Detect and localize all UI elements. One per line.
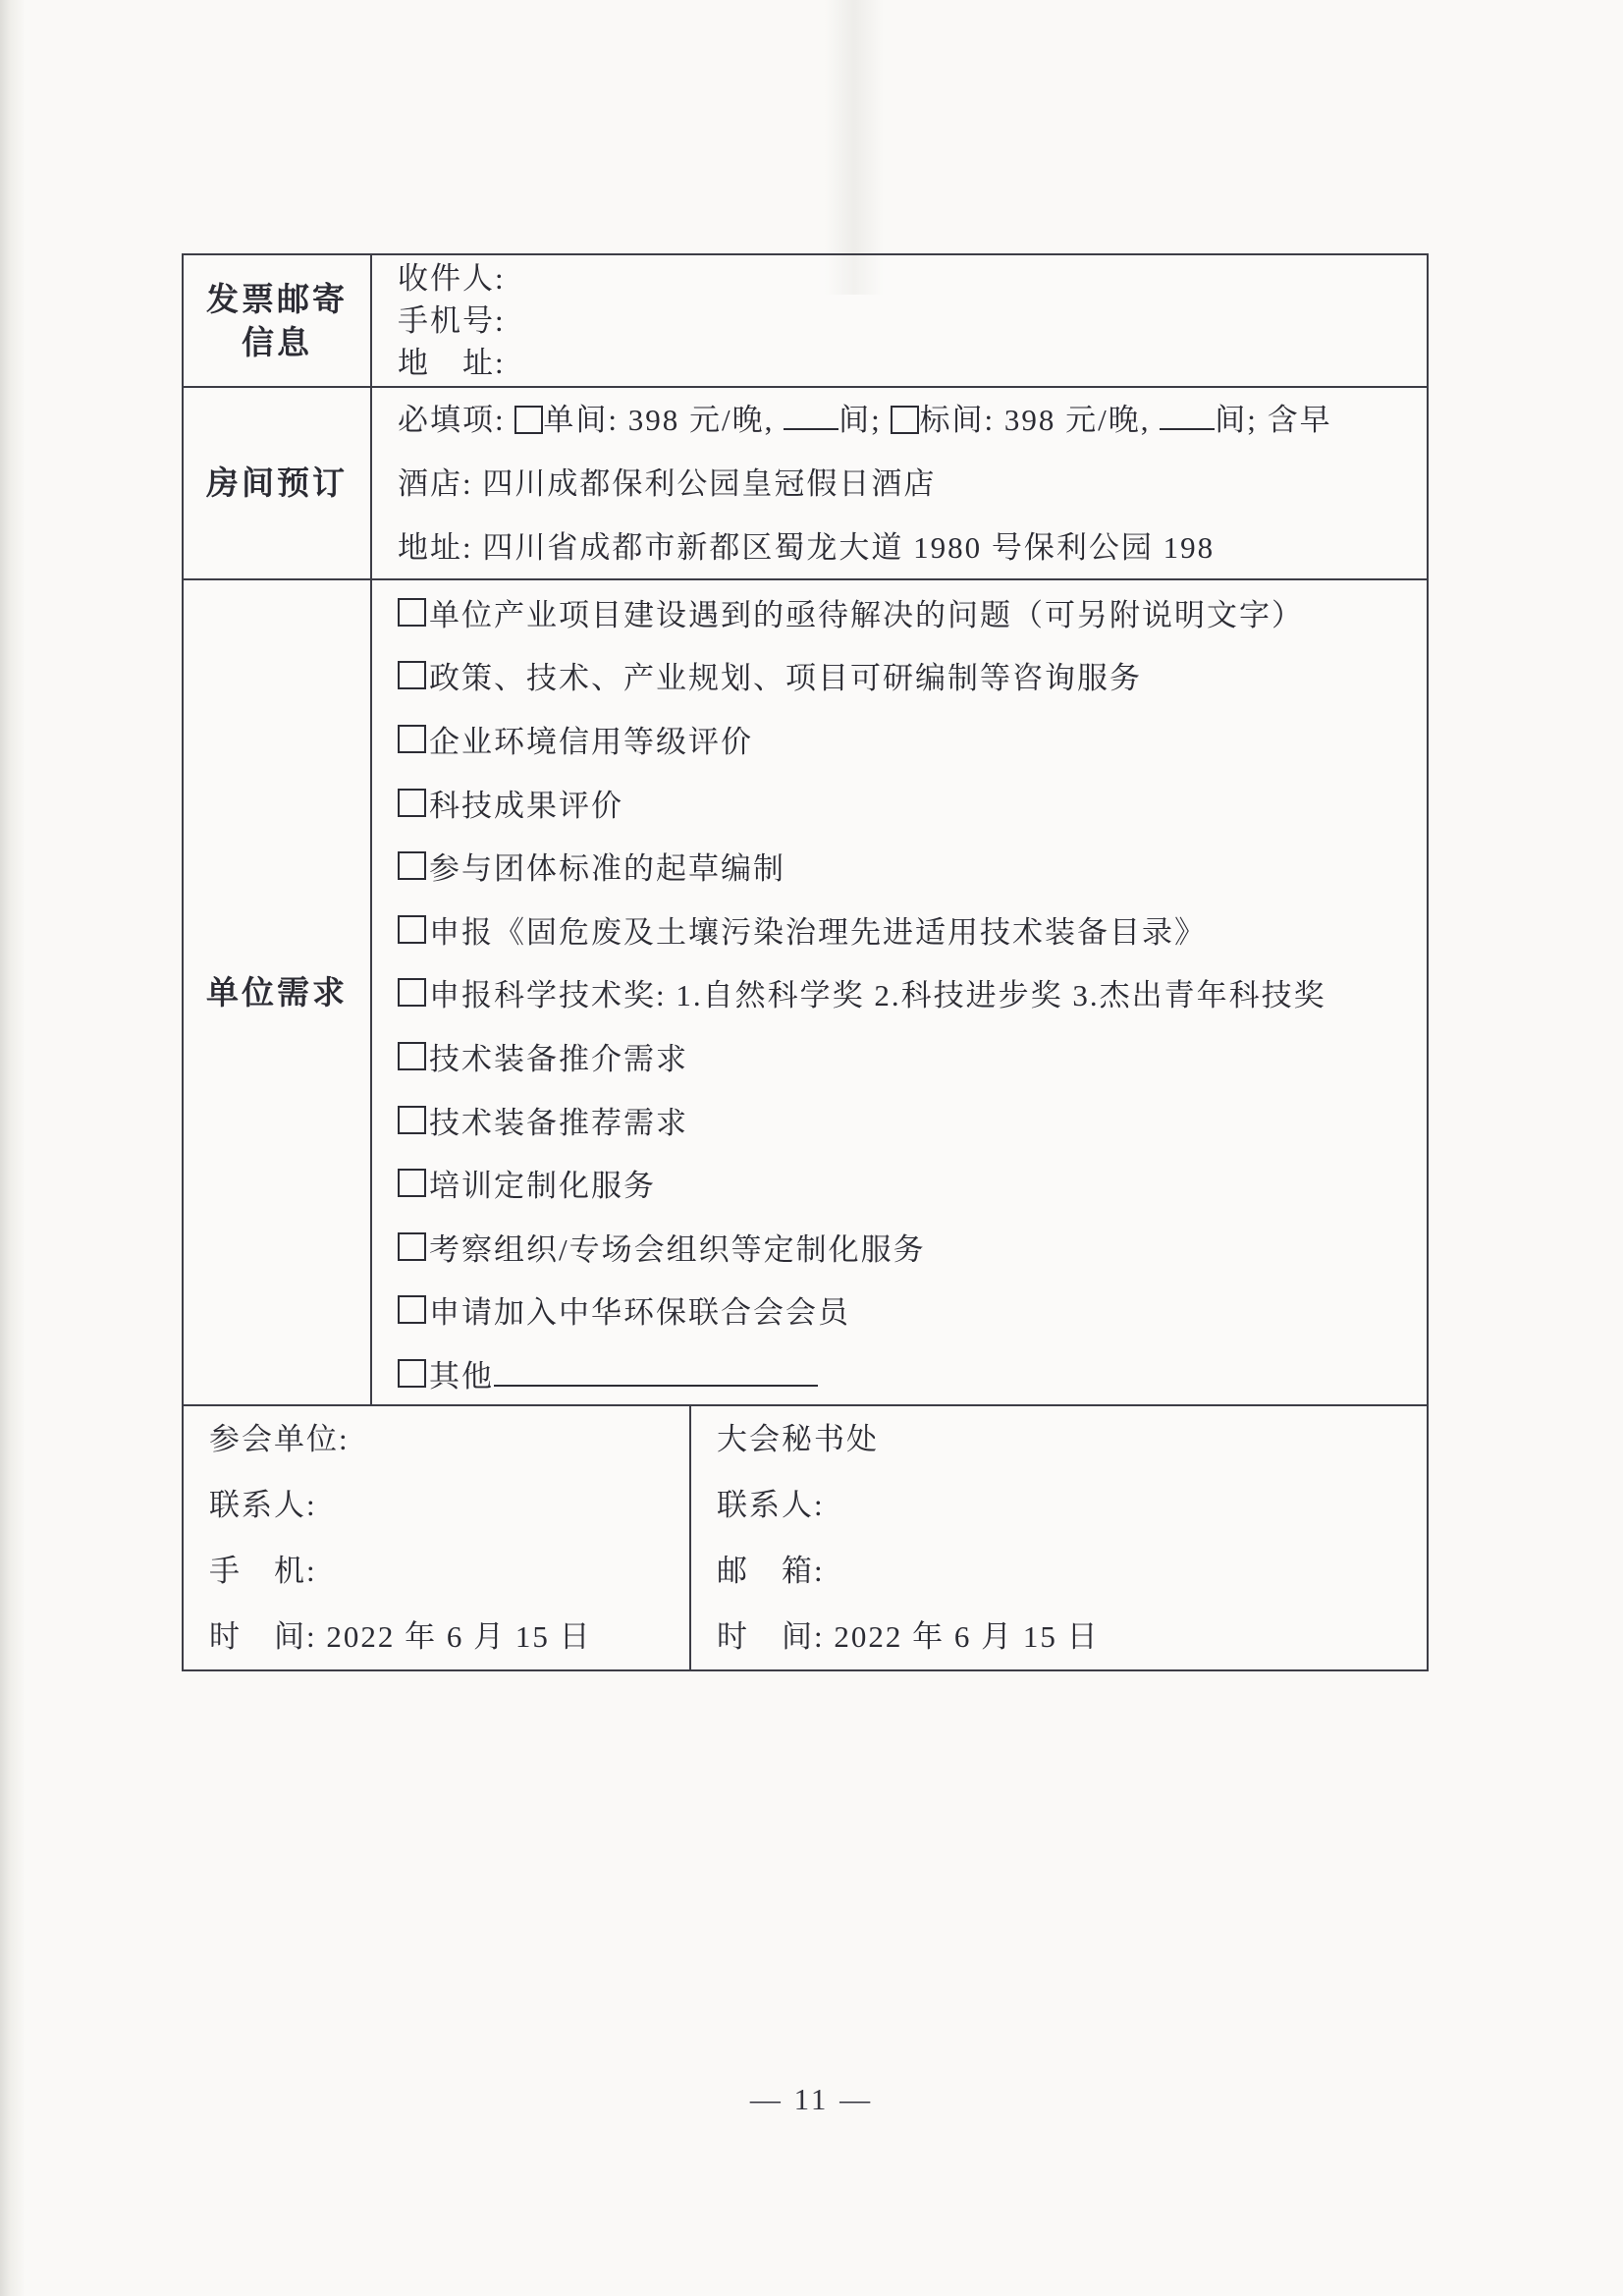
- requirements-cell: [372, 580, 1427, 1404]
- invoice-fields-cell: [372, 255, 1427, 386]
- requirements-list: [398, 580, 1427, 1404]
- requirement-item: [398, 961, 1427, 1025]
- requirement-item: [398, 1151, 1427, 1215]
- requirement-checkbox[interactable]: [398, 661, 426, 689]
- requirement-item-other: [398, 1341, 1427, 1405]
- secretariat-email-field[interactable]: 邮 箱:: [717, 1554, 825, 1588]
- requirement-checkbox[interactable]: [398, 978, 426, 1007]
- requirement-checkbox[interactable]: [398, 1042, 426, 1070]
- requirement-checkbox[interactable]: [398, 1106, 426, 1134]
- secretariat-cell: [691, 1406, 1427, 1669]
- requirement-label: 企业环境信用等级评价: [429, 724, 753, 759]
- room-fields-cell: [372, 388, 1427, 578]
- requirement-item: [398, 898, 1427, 961]
- requirement-label: 其他: [429, 1358, 494, 1394]
- room-reservation-row: [184, 386, 1427, 578]
- room-section-header: 房间预订: [184, 388, 372, 578]
- mail-address-field[interactable]: 地 址:: [398, 346, 506, 380]
- requirement-label: 申请加入中华环保联合会会员: [429, 1295, 850, 1331]
- requirement-checkbox[interactable]: [398, 915, 426, 944]
- requirement-item: [398, 1279, 1427, 1342]
- requirement-label: 政策、技术、产业规划、项目可研编制等咨询服务: [429, 661, 1142, 696]
- attendee-mobile-field[interactable]: 手 机:: [209, 1554, 317, 1588]
- invoice-header-line2: 信息: [242, 323, 312, 360]
- requirement-label: 培训定制化服务: [429, 1169, 656, 1204]
- requirement-item: [398, 1088, 1427, 1152]
- attendee-time-field: 时 间: 2022 年 6 月 15 日: [209, 1619, 592, 1654]
- attendee-unit-cell: [184, 1406, 691, 1669]
- standard-room-checkbox[interactable]: [891, 406, 919, 434]
- single-room-label: 单间: 398 元/晚,: [543, 402, 775, 437]
- standard-room-label: 标间: 398 元/晚,: [919, 402, 1151, 437]
- contact-row: [184, 1404, 1427, 1669]
- registration-form-table: [182, 253, 1429, 1671]
- requirement-item: [398, 707, 1427, 771]
- requirement-label: 技术装备推荐需求: [429, 1105, 688, 1140]
- requirement-checkbox[interactable]: [398, 725, 426, 753]
- requirement-item: [398, 644, 1427, 708]
- scan-edge-shading: [0, 0, 26, 2296]
- requirements-section-header: 单位需求: [184, 580, 372, 1404]
- scan-streak-artifact: [825, 0, 884, 295]
- requirement-label: 单位产业项目建设遇到的亟待解决的问题（可另附说明文字）: [429, 597, 1304, 632]
- other-requirement-blank[interactable]: [494, 1359, 818, 1387]
- requirement-item: [398, 834, 1427, 898]
- single-room-checkbox[interactable]: [514, 406, 543, 434]
- hotel-address-line: 地址: 四川省成都市新都区蜀龙大道 1980 号保利公园 198: [398, 529, 1216, 565]
- secretariat-contact-field[interactable]: 联系人:: [717, 1488, 825, 1522]
- requirement-item: [398, 1215, 1427, 1279]
- requirement-label: 申报《固危废及土壤污染治理先进适用技术装备目录》: [429, 914, 1207, 950]
- single-room-count-blank[interactable]: [784, 403, 839, 430]
- standard-room-count-blank[interactable]: [1160, 403, 1215, 430]
- single-room-suffix: 间;: [839, 402, 892, 437]
- requirements-row: [184, 578, 1427, 1404]
- attendee-unit-field[interactable]: 参会单位:: [209, 1422, 350, 1456]
- standard-room-suffix: 间; 含早: [1215, 402, 1332, 437]
- room-required-line: [398, 388, 1427, 452]
- requirement-checkbox[interactable]: [398, 851, 426, 880]
- invoice-section-header: [184, 255, 372, 386]
- requirement-checkbox[interactable]: [398, 1359, 426, 1388]
- requirement-checkbox[interactable]: [398, 789, 426, 817]
- requirement-checkbox[interactable]: [398, 1295, 426, 1324]
- secretariat-title: 大会秘书处: [717, 1422, 879, 1456]
- requirement-checkbox[interactable]: [398, 1169, 426, 1197]
- invoice-mailing-row: [184, 255, 1427, 386]
- recipient-field[interactable]: 收件人:: [398, 261, 506, 296]
- phone-field[interactable]: 手机号:: [398, 303, 506, 338]
- requirement-checkbox[interactable]: [398, 1232, 426, 1261]
- requirement-label: 技术装备推介需求: [429, 1041, 688, 1076]
- required-prefix-label: 必填项:: [398, 402, 515, 437]
- requirement-label: 科技成果评价: [429, 788, 623, 823]
- requirement-item: [398, 771, 1427, 835]
- requirement-label: 参与团体标准的起草编制: [429, 851, 785, 887]
- attendee-contact-field[interactable]: 联系人:: [209, 1488, 317, 1522]
- requirement-label: 申报科学技术奖: 1.自然科学奖 2.科技进步奖 3.杰出青年科技奖: [429, 978, 1326, 1013]
- requirement-item: [398, 1024, 1427, 1088]
- page-number: — 11 —: [749, 2082, 874, 2116]
- invoice-header-line1: 发票邮寄: [206, 280, 348, 317]
- secretariat-time-field: 时 间: 2022 年 6 月 15 日: [717, 1619, 1100, 1654]
- requirement-label: 考察组织/专场会组织等定制化服务: [429, 1231, 926, 1267]
- requirement-checkbox[interactable]: [398, 598, 426, 627]
- requirement-item: [398, 580, 1427, 644]
- hotel-name-line: 酒店: 四川成都保利公园皇冠假日酒店: [398, 465, 937, 501]
